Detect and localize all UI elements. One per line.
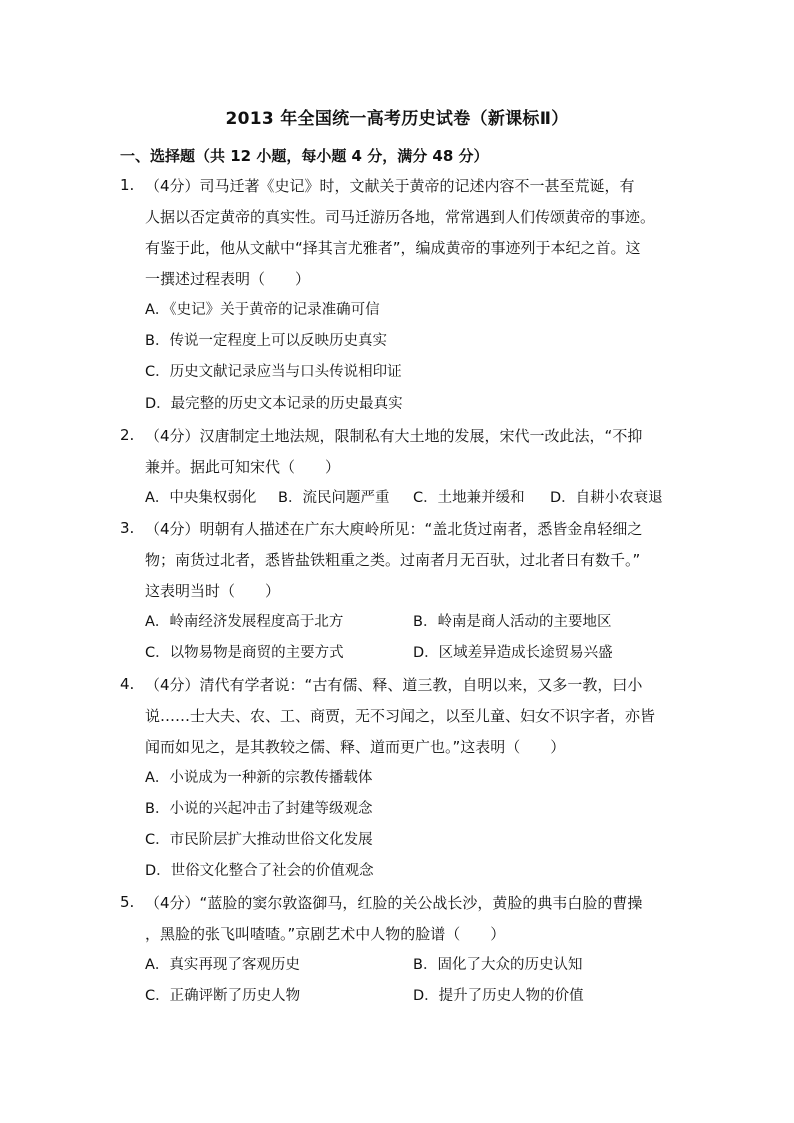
option-c: C．以物易物是商贸的主要方式 bbox=[145, 645, 344, 661]
question-text-line: 这表明当时（ ） bbox=[145, 582, 281, 600]
question-number: 1. bbox=[120, 176, 135, 194]
question-text-line: ，黑脸的张飞叫喳喳。”京剧艺术中人物的脸谱（ ） bbox=[145, 925, 506, 943]
option-a: A．岭南经济发展程度高于北方 bbox=[145, 614, 344, 630]
option-a: A．真实再现了客观历史 bbox=[145, 957, 300, 973]
question-text-line: 兼并。据此可知宋代（ ） bbox=[145, 458, 341, 476]
option-c: C．土地兼并缓和 bbox=[413, 490, 525, 506]
option-b: B．小说的兴起冲击了封建等级观念 bbox=[145, 801, 373, 817]
question-text-line: 有鉴于此，他从文献中“择其言尤雅者”，编成黄帝的事迹列于本纪之首。这 bbox=[145, 239, 641, 257]
option-b: B．岭南是商人活动的主要地区 bbox=[413, 614, 612, 630]
question-text-line: 一撰述过程表明（ ） bbox=[145, 270, 311, 288]
option-d: D．自耕小农衰退 bbox=[550, 490, 663, 506]
option-c: C．正确评断了历史人物 bbox=[145, 988, 301, 1004]
page-title: 2013 年全国统一高考历史试卷（新课标Ⅱ） bbox=[225, 109, 569, 129]
option-d: D．最完整的历史文本记录的历史最真实 bbox=[145, 396, 403, 412]
option-a: A．《史记》关于黄帝的记录准确可信 bbox=[145, 302, 380, 318]
question-text-line: （4分）汉唐制定土地法规，限制私有大土地的发展，宋代一改此法，“不抑 bbox=[145, 427, 643, 445]
question-number: 3. bbox=[120, 519, 135, 537]
question-text-line: （4分）明朝有人描述在广东大庾岭所见：“盖北货过南者，悉皆金帛轻细之 bbox=[145, 520, 643, 538]
option-d: D．区域差异造成长途贸易兴盛 bbox=[413, 645, 613, 661]
question-text-line: 物；南货过北者，悉皆盐铁粗重之类。过南者月无百驮，过北者日有数千。” bbox=[145, 551, 641, 569]
option-d: D．提升了历史人物的价值 bbox=[413, 988, 584, 1004]
option-a: A．小说成为一种新的宗教传播载体 bbox=[145, 770, 373, 786]
question-text-line: 人据以否定黄帝的真实性。司马迁游历各地，常常遇到人们传颂黄帝的事迹。 bbox=[145, 208, 656, 226]
option-d: D．世俗文化整合了社会的价值观念 bbox=[145, 863, 374, 879]
section-heading: 一、选择题（共 12 小题，每小题 4 分，满分 48 分） bbox=[120, 147, 489, 165]
question-number: 4. bbox=[120, 675, 135, 693]
question-number: 5. bbox=[120, 893, 135, 911]
option-b: B．固化了大众的历史认知 bbox=[413, 957, 583, 973]
option-b: B．流民问题严重 bbox=[278, 490, 390, 506]
question-text-line: 闻而如见之，是其教较之儒、释、道而更广也。”这表明（ ） bbox=[145, 738, 566, 756]
option-a: A．中央集权弱化 bbox=[145, 490, 257, 506]
question-number: 2. bbox=[120, 426, 135, 444]
question-text-line: （4分）“蓝脸的窦尔敦盗御马，红脸的关公战长沙，黄脸的典韦白脸的曹操 bbox=[145, 894, 643, 912]
question-text-line: （4分）清代有学者说：“古有儒、释、道三教，自明以来，又多一教，曰小 bbox=[145, 676, 643, 694]
option-c: C．市民阶层扩大推动世俗文化发展 bbox=[145, 832, 373, 848]
question-text-line: （4分）司马迁著《史记》时，文献关于黄帝的记述内容不一甚至荒诞，有 bbox=[145, 177, 635, 195]
question-text-line: 说……士大夫、农、工、商贾，无不习闻之，以至儿童、妇女不识字者，亦皆 bbox=[145, 707, 656, 725]
option-b: B．传说一定程度上可以反映历史真实 bbox=[145, 333, 387, 349]
option-c: C．历史文献记录应当与口头传说相印证 bbox=[145, 364, 402, 380]
